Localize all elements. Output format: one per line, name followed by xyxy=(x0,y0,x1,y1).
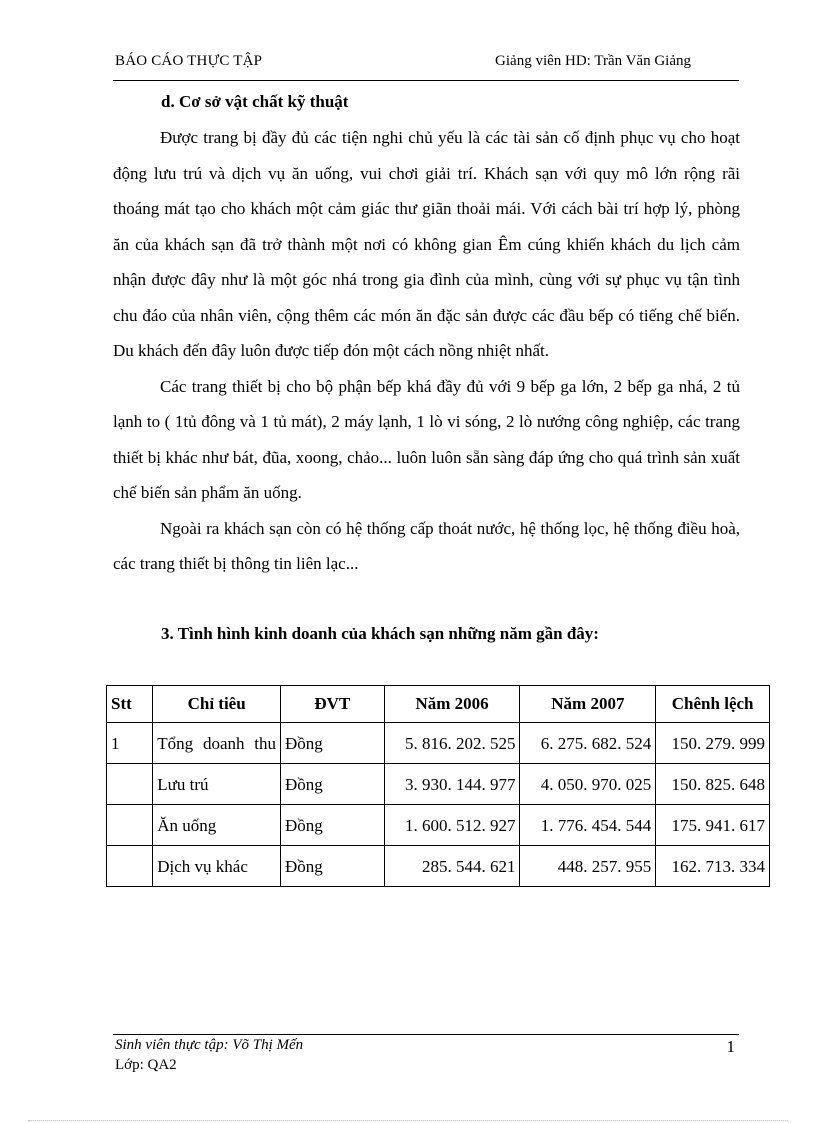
business-table xyxy=(106,685,770,887)
paragraph-facilities: Được trang bị đầy đủ các tiện nghi chủ yếu là các tài sản cố định phục vụ cho hoạt động lưu trú và dịch vụ ăn uống, vui chơi giải trí. Khách sạn với quy mô lớn rộng rãi thoáng mát tạo cho khách một cảm giác thư giãn thoải mái. Với cách bài trí hợp lý, phòng ăn của khách sạn đã trở thành một nơi có không gian Êm cúng khiến khách du lịch cảm nhận được đây như là một góc nhá trong gia đình của mình, cùng với sự phục vụ tận tình chu đáo của nhân viên, cộng thêm các món ăn đặc sản được các đầu bếp có tiếng chế biến. Du khách đến đây luôn được tiếp đón một cách nồng nhiệt nhất. xyxy=(113,128,740,360)
cell-year-2006: 1. 600. 512. 927 xyxy=(384,805,520,846)
header-year-2007: Năm 2007 xyxy=(520,686,656,723)
page-number: 1 xyxy=(726,1037,735,1056)
table-row xyxy=(107,846,770,887)
table-header-row xyxy=(107,686,770,723)
supervisor-name: Giảng viên HD: Trần Văn Giảng xyxy=(495,53,691,69)
header-difference: Chênh lệch xyxy=(656,686,770,723)
paragraph-kitchen: Các trang thiết bị cho bộ phận bếp khá đầy đủ với 9 bếp ga lớn, 2 bếp ga nhá, 2 tủ lạnh to ( 1tủ đông và 1 tủ mát), 2 máy lạnh, 1 lò vi sóng, 2 lò nướng công nghiệp, các trang thiết bị khác như bát, đũa, xoong, chảo... luôn luôn sẵn sàng đáp ứng cho quá trình sản xuất chế biến sản phẩm ăn uống. xyxy=(113,376,740,502)
cell-unit: Đồng xyxy=(281,805,385,846)
header-stt: Stt xyxy=(107,686,153,723)
page-bottom-divider xyxy=(28,1120,788,1121)
page-footer xyxy=(113,1034,739,1073)
cell-unit: Đồng xyxy=(281,764,385,805)
cell-stt xyxy=(107,846,153,887)
cell-difference: 175. 941. 617 xyxy=(656,805,770,846)
student-name: Sinh viên thực tập: Võ Thị Mến xyxy=(115,1037,304,1053)
cell-indicator: Tổng doanh thu xyxy=(153,723,281,764)
cell-unit: Đồng xyxy=(281,723,385,764)
cell-difference: 150. 279. 999 xyxy=(656,723,770,764)
header-indicator: Chỉ tiêu xyxy=(153,686,281,723)
cell-year-2006: 5. 816. 202. 525 xyxy=(384,723,520,764)
header-unit: ĐVT xyxy=(281,686,385,723)
page-header xyxy=(113,52,739,81)
cell-year-2007: 6. 275. 682. 524 xyxy=(520,723,656,764)
cell-indicator: Ăn uống xyxy=(153,805,281,846)
table-row xyxy=(107,805,770,846)
table-row xyxy=(107,764,770,805)
report-title: BÁO CÁO THỰC TẬP xyxy=(115,53,263,69)
business-heading: 3. Tình hình kinh doanh của khách sạn những năm gần đây: xyxy=(161,624,599,643)
cell-year-2007: 4. 050. 970. 025 xyxy=(520,764,656,805)
cell-difference: 162. 713. 334 xyxy=(656,846,770,887)
cell-year-2006: 285. 544. 621 xyxy=(384,846,520,887)
paragraph-systems: Ngoài ra khách sạn còn có hệ thống cấp thoát nước, hệ thống lọc, hệ thống điều hoà, các trang thiết bị thông tin liên lạc... xyxy=(113,518,740,573)
cell-indicator: Dịch vụ khác xyxy=(153,846,281,887)
cell-stt xyxy=(107,764,153,805)
header-year-2006: Năm 2006 xyxy=(384,686,520,723)
cell-stt: 1 xyxy=(107,723,153,764)
cell-year-2006: 3. 930. 144. 977 xyxy=(384,764,520,805)
class-name: Lớp: QA2 xyxy=(115,1057,177,1073)
cell-year-2007: 448. 257. 955 xyxy=(520,846,656,887)
cell-difference: 150. 825. 648 xyxy=(656,764,770,805)
cell-year-2007: 1. 776. 454. 544 xyxy=(520,805,656,846)
cell-indicator: Lưu trú xyxy=(153,764,281,805)
cell-stt xyxy=(107,805,153,846)
section-title: d. Cơ sở vật chất kỹ thuật xyxy=(161,92,349,111)
cell-unit: Đồng xyxy=(281,846,385,887)
body-text xyxy=(113,120,740,582)
table-row xyxy=(107,723,770,764)
